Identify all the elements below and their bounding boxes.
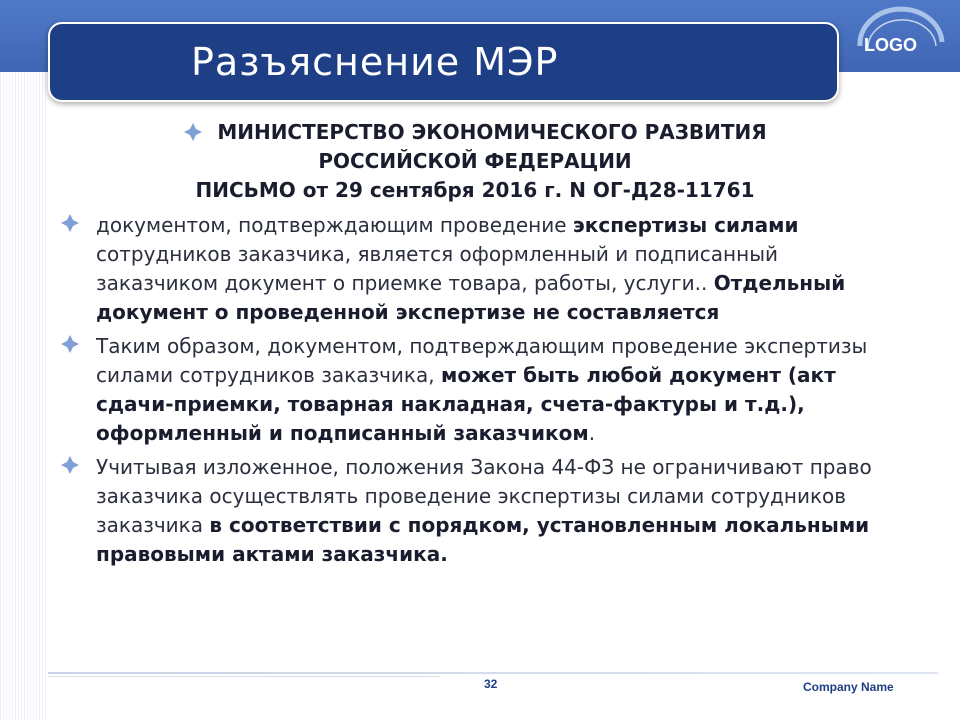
company-name: Company Name	[803, 680, 894, 694]
diamond-bullet-icon	[60, 455, 80, 475]
list-item: документом, подтверждающим проведение экспертизы силами сотрудников заказчика, является оформленный и подписанный заказчиком документ о приемке товара, работы, услуги.. Отдельный документ о проведенной экспертизе не составляется	[60, 211, 890, 327]
diamond-bullet-icon	[60, 213, 80, 233]
heading-line-3: ПИСЬМО от 29 сентября 2016 г. N ОГ-Д28-11761	[195, 178, 755, 202]
document-heading	[60, 118, 890, 205]
slide-title: Разъяснение МЭР	[191, 40, 559, 84]
heading-line-2: РОССИЙСКОЙ ФЕДЕРАЦИИ	[318, 149, 632, 173]
list-item: Учитывая изложенное, положения Закона 44-ФЗ не ограничивают право заказчика осуществлять проведение экспертизы силами сотрудников заказчика в соответствии с порядком, установленным локальными правовыми актами заказчика.	[60, 453, 890, 569]
page-number: 32	[484, 677, 498, 691]
heading-line-1: МИНИСТЕРСТВО ЭКОНОМИЧЕСКОГО РАЗВИТИЯ	[60, 118, 890, 147]
footer-divider-thin	[48, 676, 440, 677]
diamond-bullet-icon	[60, 334, 80, 354]
logo-text: LOGO	[864, 35, 917, 55]
list-item: Таким образом, документом, подтверждающим проведение экспертизы силами сотрудников заказчика, может быть любой документ (акт сдачи-приемки, товарная накладная, счета-фактуры и т.д.), оформленный и подписанный заказчиком.	[60, 332, 890, 448]
diamond-bullet-icon	[183, 122, 203, 142]
footer-divider	[48, 672, 938, 674]
left-strip	[0, 72, 48, 720]
slide-content	[60, 118, 890, 574]
